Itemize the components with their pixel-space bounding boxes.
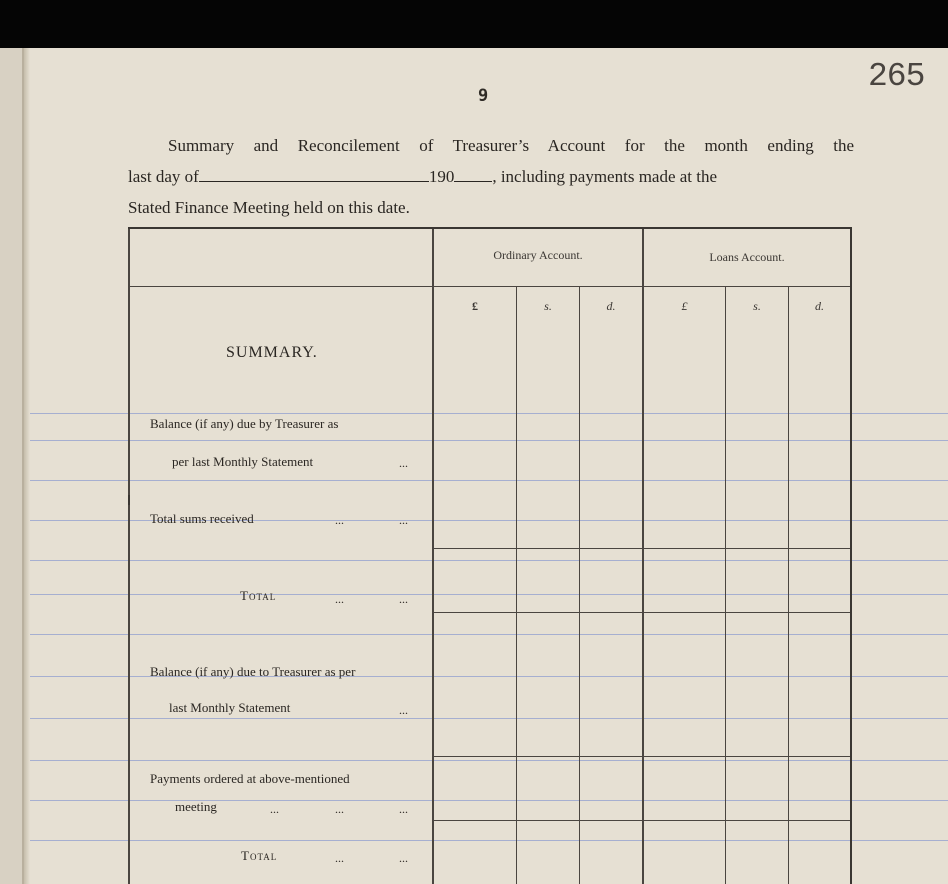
balance-due-to-label-2: last Monthly Statement [169,700,291,715]
heading-line-2 [128,161,854,192]
book-spine-shadow [24,48,30,884]
top-black-border [0,0,948,48]
payments-dots-3: ... [399,802,408,816]
header-divider [130,286,850,287]
heading-last-day-label: last day of [128,167,199,186]
total-2-dots-2: ... [399,851,408,865]
statement-heading [128,130,854,223]
ordinary-pounds-header: £ [472,299,478,313]
summary-title: SUMMARY. [226,344,318,361]
balance-due-to-dots: ... [399,703,408,717]
ordinary-shillings-header: s. [544,299,552,313]
col-divider-loan-pounds [725,287,726,884]
balance-due-by-label-1: Balance (if any) due by Treasurer as [150,416,339,431]
total-label-1: Total [240,588,277,603]
account-divider [642,229,644,884]
total-received-dots-1: ... [335,513,344,527]
total-received-dots-2: ... [399,513,408,527]
balance-due-to-label-1: Balance (if any) due to Treasurer as per [150,664,356,679]
heading-line-3: Stated Finance Meeting held on this date. [128,198,410,217]
total-2-dots-1: ... [335,851,344,865]
balance-due-by-dots: ... [399,456,408,470]
loans-shillings-header: s. [753,299,761,313]
left-margin-rule [128,229,130,495]
payments-dots-1: ... [270,802,279,816]
left-margin-rule-lower [128,505,130,884]
total-1-dots-2: ... [399,592,408,606]
payments-rule-bottom [434,820,850,821]
stamped-folio-number: 265 [868,58,925,95]
payments-label-2: meeting [175,799,217,814]
heading-line-2-suffix: , including payments made at the [492,167,718,186]
heading-year-label: 190 [428,167,455,186]
heading-line-1: Summary and Reconcilement of Treasurer’s Account for the month ending the [168,136,854,155]
payments-dots-2: ... [335,802,344,816]
ordinary-pence-header: d. [606,299,616,313]
loans-account-header: Loans Account. [709,250,785,264]
year-blank [454,167,492,182]
col-divider-ord-shillings [579,287,580,884]
total-rule-top [434,548,850,549]
total-received-label: Total sums received [150,511,254,526]
payments-label-1: Payments ordered at above-mentioned [150,771,350,786]
label-column-divider [432,229,434,884]
facing-page-edge [0,48,24,884]
col-divider-ord-pounds [516,287,517,884]
page-number: 9 [478,86,489,106]
ordinary-account-header: Ordinary Account. [493,248,583,262]
col-divider-loan-shillings [788,287,789,884]
total-rule-bottom [434,612,850,613]
total-label-2: Total [241,848,278,863]
balance-due-by-label-2: per last Monthly Statement [172,454,314,469]
total-1-dots-1: ... [335,592,344,606]
loans-pounds-header: £ [681,299,688,313]
loans-pence-header: d. [815,299,824,313]
date-blank [199,167,429,182]
payments-rule-top [434,756,850,757]
